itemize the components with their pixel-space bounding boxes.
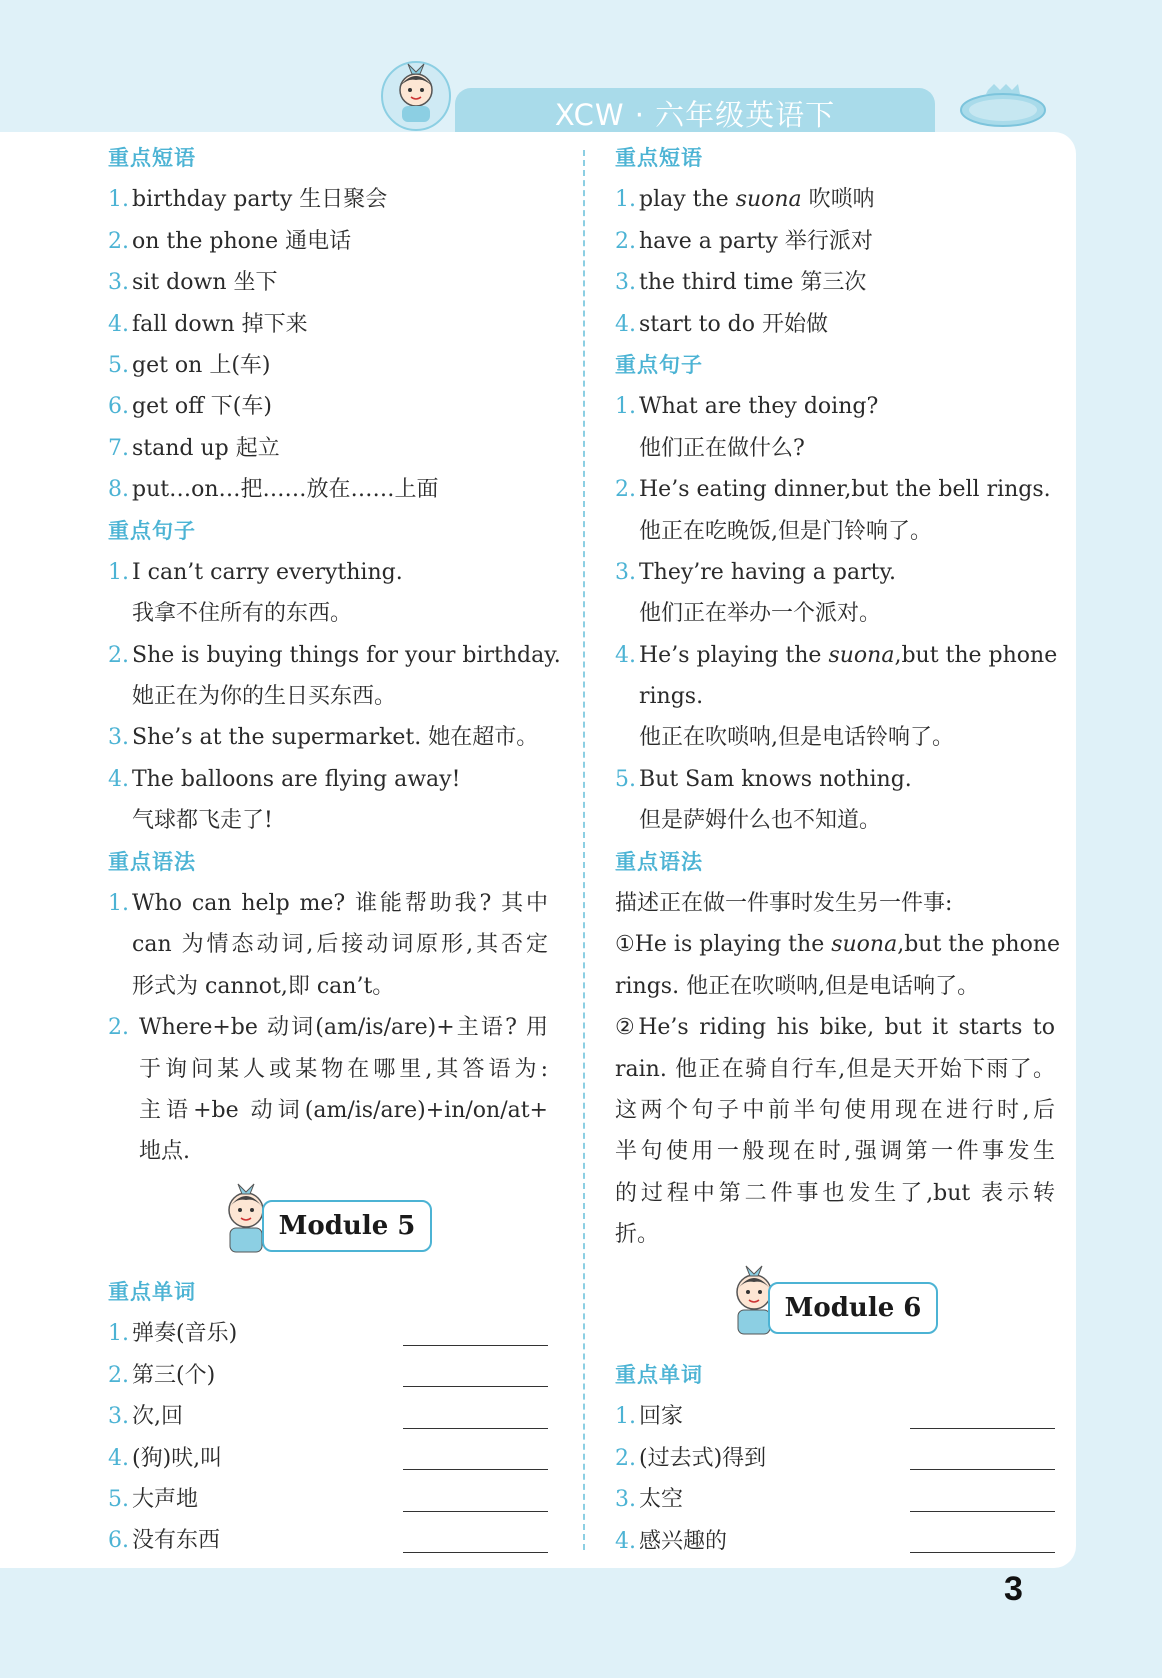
sentence-zh: 他正在吃晚饭,但是门铃响了。 xyxy=(639,518,932,544)
column-divider xyxy=(583,150,585,1550)
word-item: 5. 大声地 xyxy=(108,1479,548,1520)
sentence-zh: 他们正在举办一个派对。 xyxy=(639,601,882,627)
sentence-zh: 但是萨姆什么也不知道。 xyxy=(639,808,882,834)
sentence-en: 3. They’re having a party. xyxy=(615,559,896,585)
left-column xyxy=(108,138,561,1173)
answer-blank[interactable] xyxy=(403,1446,548,1470)
sentence-zh: 我拿不住所有的东西。 xyxy=(132,601,353,627)
section-heading: 重点短语 xyxy=(615,146,703,170)
section-heading: 重点句子 xyxy=(615,352,703,377)
word-item: 3. 太空 xyxy=(615,1479,1055,1520)
answer-blank[interactable] xyxy=(910,1488,1055,1512)
sentence-zh: 气球都飞走了! xyxy=(132,808,273,834)
word-item: 1. 回家 xyxy=(615,1396,1055,1437)
grammar-line: 这两个句子中前半句使用现在进行时,后 xyxy=(615,1097,1055,1123)
answer-blank[interactable] xyxy=(403,1529,548,1553)
answer-blank[interactable] xyxy=(910,1446,1055,1470)
word-item: 1. 弹奏(音乐) xyxy=(108,1313,548,1354)
sentence-en: 4. The balloons are flying away! xyxy=(108,766,461,792)
module-5-label: Module 5 xyxy=(262,1200,432,1252)
section-heading: 重点语法 xyxy=(615,849,703,874)
page-number: 3 xyxy=(1004,1570,1023,1608)
answer-blank[interactable] xyxy=(910,1529,1055,1553)
grammar-line: rain. 他正在骑自行车,但是天开始下雨了。 xyxy=(615,1056,1055,1082)
grammar-line: 1. Who can help me? 谁能帮助我? 其中 xyxy=(108,891,548,917)
word-item: 2. (过去式)得到 xyxy=(615,1438,1055,1479)
grammar-line: 地点. xyxy=(139,1139,190,1165)
sentence-en: 2. She is buying things for your birthday. xyxy=(108,642,561,668)
section-heading: 重点单词 xyxy=(615,1363,703,1387)
grammar-line: ①He is playing the suona,but the phone xyxy=(615,932,1061,958)
phrase-item: 8. put…on…把……放在……上面 xyxy=(108,477,439,503)
left-words xyxy=(108,1272,548,1562)
phrase-item: 5. get on 上(车) xyxy=(108,352,271,378)
word-item: 3. 次,回 xyxy=(108,1396,548,1437)
phrase-item: 2. have a party 举行派对 xyxy=(615,228,873,254)
answer-blank[interactable] xyxy=(403,1363,548,1387)
word-item: 6. 没有东西 xyxy=(108,1520,548,1561)
word-item: 4. 感兴趣的 xyxy=(615,1521,1055,1562)
sentence-zh: 他们正在做什么? xyxy=(639,435,805,461)
word-item: 4. (狗)吠,叫 xyxy=(108,1438,548,1479)
section-heading: 重点句子 xyxy=(108,518,196,543)
right-words xyxy=(615,1355,1055,1562)
sentence-zh: 她正在为你的生日买东西。 xyxy=(132,684,397,710)
sentence-en: 4. He’s playing the suona,but the phone xyxy=(615,642,1058,668)
sentence-en: 1. I can’t carry everything. xyxy=(108,559,403,585)
section-heading: 重点语法 xyxy=(108,849,196,874)
grammar-line: 描述正在做一件事时发生另一件事: xyxy=(615,891,953,917)
grammar-line: 2. Where+be 动词(am/is/are)+主语? 用 xyxy=(108,1015,548,1041)
grammar-line: 半句使用一般现在时,强调第一件事发生 xyxy=(615,1139,1055,1165)
sentence-en: rings. xyxy=(639,684,704,710)
grammar-line: can 为情态动词,后接动词原形,其否定 xyxy=(132,932,548,958)
phrase-item: 1. birthday party 生日聚会 xyxy=(108,187,388,213)
phrase-item: 3. the third time 第三次 xyxy=(615,270,867,296)
section-heading: 重点短语 xyxy=(108,146,196,170)
grammar-line: ②He’s riding his bike, but it starts to xyxy=(615,1015,1055,1041)
phrase-item: 4. start to do 开始做 xyxy=(615,311,828,337)
sentence-en: 3. She’s at the supermarket. 她在超市。 xyxy=(108,725,539,751)
answer-blank[interactable] xyxy=(403,1322,548,1346)
header-title: XCW · 六年级英语下 xyxy=(455,88,935,138)
mascot-logo-icon xyxy=(378,52,454,134)
answer-blank[interactable] xyxy=(910,1405,1055,1429)
phrase-item: 3. sit down 坐下 xyxy=(108,270,278,296)
grammar-line: 的过程中第二件事也发生了,but 表示转 xyxy=(615,1180,1055,1206)
phrase-item: 1. play the suona 吹唢呐 xyxy=(615,187,875,213)
phrase-item: 7. stand up 起立 xyxy=(108,435,280,461)
grammar-line: rings. 他正在吹唢呐,但是电话响了。 xyxy=(615,973,980,999)
phrase-item: 4. fall down 掉下来 xyxy=(108,311,308,337)
right-column xyxy=(615,138,1061,1256)
sentence-en: 2. He’s eating dinner,but the bell rings. xyxy=(615,477,1051,503)
grammar-line: 于询问某人或某物在哪里,其答语为: xyxy=(139,1056,548,1082)
grammar-line: 主语+be 动词(am/is/are)+in/on/at+ xyxy=(139,1097,548,1123)
word-item: 2. 第三(个) xyxy=(108,1355,548,1396)
module-6-label: Module 6 xyxy=(768,1282,938,1334)
sentence-en: 5. But Sam knows nothing. xyxy=(615,766,912,792)
sentence-zh: 他正在吹唢呐,但是电话铃响了。 xyxy=(639,725,954,751)
phrase-item: 6. get off 下(车) xyxy=(108,394,272,420)
answer-blank[interactable] xyxy=(403,1405,548,1429)
phrase-item: 2. on the phone 通电话 xyxy=(108,228,352,254)
section-heading: 重点单词 xyxy=(108,1280,196,1304)
grammar-line: 折。 xyxy=(615,1222,660,1248)
sentence-en: 1. What are they doing? xyxy=(615,394,879,420)
grammar-line: 形式为 cannot,即 can’t。 xyxy=(132,973,395,999)
brand-badge-icon xyxy=(958,82,1048,132)
answer-blank[interactable] xyxy=(403,1488,548,1512)
